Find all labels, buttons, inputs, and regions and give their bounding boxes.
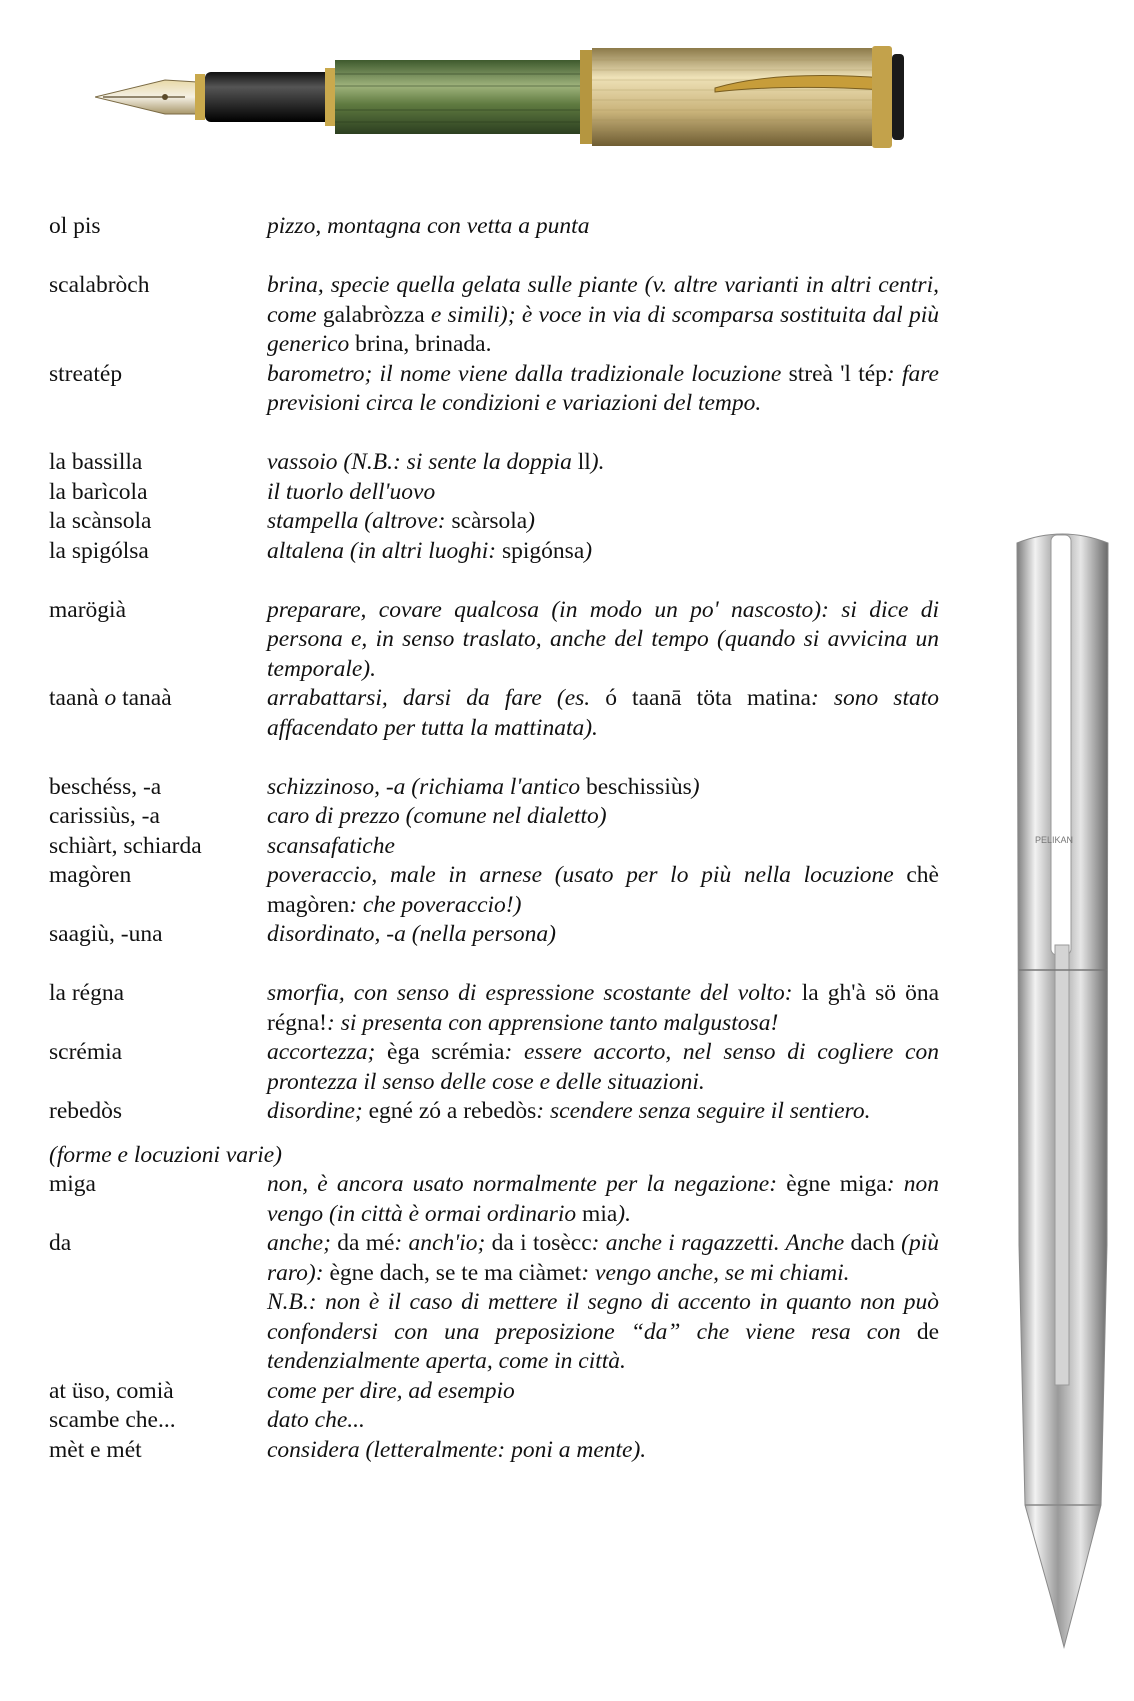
ballpoint-pen-image	[1015, 525, 1110, 1650]
glossary-term: da	[49, 1230, 72, 1256]
glossary-definition: schizzinoso, -a (richiama l'antico beschissiùs)	[267, 773, 700, 800]
pen-engraving: PELIKAN	[1035, 835, 1074, 845]
glossary-term: mèt e mét	[49, 1436, 142, 1463]
glossary-term: la régna	[49, 980, 125, 1006]
glossary	[49, 212, 939, 1465]
glossary-definition: scansafatiche	[267, 832, 395, 859]
glossary-definition: poveraccio, male in arnese (usato per lo più nella locuzione chè magòren: che poveraccio!)	[267, 862, 939, 918]
glossary-entry	[49, 1097, 939, 1127]
glossary-definition: come per dire, ad esempio	[267, 1377, 515, 1404]
glossary-definition: pizzo, montagna con vetta a punta	[267, 213, 590, 239]
glossary-entry	[49, 271, 939, 360]
glossary-entry	[49, 920, 939, 950]
glossary-term: magòren	[49, 862, 132, 888]
glossary-term: ol pis	[49, 213, 101, 239]
glossary-term: taanà o tanaà	[49, 685, 172, 711]
glossary-definition: accortezza; èga scrémia: essere accorto, nel senso di cogliere con prontezza il senso delle cose e delle situazioni.	[267, 1039, 939, 1095]
glossary-definition: vassoio (N.B.: si sente la doppia ll).	[267, 449, 605, 475]
glossary-definition: anche; da mé: anch'io; da i tosècc: anche i ragazzetti. Anche dach (più raro): ègne dach, se te ma ciàmet: vengo anche, se mi chiami. N.B.: non è il caso di mettere il segno di accento in quanto non può confondersi con una preposizione “da” che viene resa con de tendenzialmente aperta, come in città.	[267, 1230, 940, 1374]
glossary-term: beschéss, -a	[49, 773, 162, 800]
glossary-entry	[49, 861, 939, 920]
glossary-term: streatép	[49, 360, 123, 387]
glossary-definition: disordine; egné zó a rebedòs: scendere senza seguire il sentiero.	[267, 1098, 871, 1124]
glossary-definition: dato che...	[267, 1407, 365, 1433]
glossary-definition: arrabattarsi, darsi da fare (es. ó taanā töta matina: sono stato affacendato per tutta la mattinata).	[267, 685, 939, 741]
section-heading: (forme e locuzioni varie)	[49, 1141, 282, 1168]
glossary-term: scambe che...	[49, 1407, 176, 1433]
glossary-entry	[49, 507, 939, 537]
glossary-entry	[49, 1436, 939, 1466]
glossary-term: la barìcola	[49, 478, 148, 505]
glossary-term: saagiù, -una	[49, 921, 163, 947]
glossary-definition: smorfia, con senso di espressione scostante del volto: la gh'à sö öna régna!: si presenta con apprensione tanto malgustosa!	[267, 980, 939, 1036]
glossary-definition: stampella (altrove: scàrsola)	[267, 508, 535, 534]
glossary-entry	[49, 773, 939, 803]
glossary-term: scalabròch	[49, 272, 150, 298]
glossary-term: rebedòs	[49, 1098, 123, 1124]
glossary-entry	[49, 979, 939, 1038]
glossary-definition: barometro; il nome viene dalla tradizionale locuzione streà 'l tép: fare previsioni circa le condizioni e variazioni del tempo.	[267, 360, 939, 416]
glossary-entry	[49, 537, 939, 567]
glossary-entry	[49, 212, 939, 242]
glossary-definition: il tuorlo dell'uovo	[267, 478, 436, 505]
glossary-term: scrémia	[49, 1039, 123, 1065]
glossary-entry	[49, 478, 939, 508]
glossary-entry	[49, 1406, 939, 1436]
glossary-term: la spigólsa	[49, 537, 149, 564]
glossary-entry	[49, 360, 939, 419]
glossary-term: schiàrt, schiarda	[49, 832, 202, 859]
glossary-definition: altalena (in altri luoghi: spigónsa)	[267, 537, 593, 564]
glossary-entry	[49, 448, 939, 478]
glossary-term: la bassilla	[49, 449, 143, 475]
glossary-definition: considera (letteralmente: poni a mente).	[267, 1436, 647, 1463]
glossary-definition: brina, specie quella gelata sulle piante (v. altre varianti in altri centri, come galabròzza e simili); è voce in via di scomparsa sostituita dal più generico brina, brinada.	[267, 272, 939, 357]
glossary-entry	[49, 802, 939, 832]
glossary-term: marögià	[49, 596, 126, 623]
glossary-term: miga	[49, 1171, 96, 1197]
glossary-definition: disordinato, -a (nella persona)	[267, 921, 556, 947]
glossary-term: carissiùs, -a	[49, 803, 160, 829]
glossary-entry	[49, 1229, 939, 1377]
fountain-pen-image	[95, 40, 995, 150]
glossary-entry	[49, 684, 939, 743]
glossary-definition: caro di prezzo (comune nel dialetto)	[267, 803, 607, 829]
glossary-entry	[49, 832, 939, 862]
glossary-entry	[49, 596, 939, 685]
glossary-entry	[49, 1038, 939, 1097]
glossary-term: at üso, comià	[49, 1377, 174, 1404]
glossary-term: la scànsola	[49, 508, 152, 534]
glossary-entry	[49, 1377, 939, 1407]
glossary-definition: preparare, covare qualcosa (in modo un po' nascosto): si dice di persona e, in senso traslato, anche del tempo (quando si avvicina un temporale).	[267, 596, 939, 682]
glossary-definition: non, è ancora usato normalmente per la negazione: ègne miga: non vengo (in città è ormai ordinario mia).	[267, 1171, 939, 1227]
glossary-entry	[49, 1170, 939, 1229]
